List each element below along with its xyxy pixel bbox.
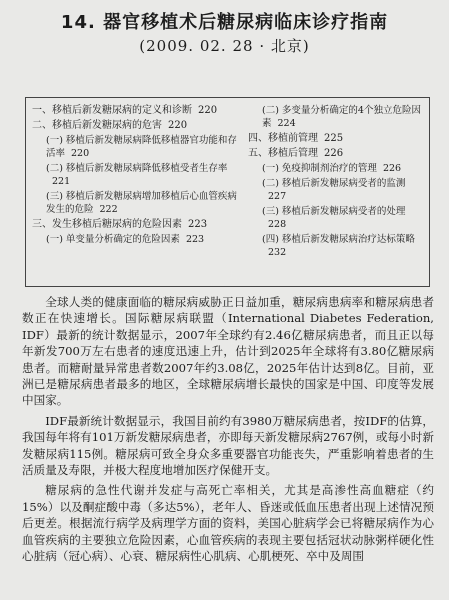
toc-page-number: 226 <box>382 163 402 174</box>
toc-page-number: 220 <box>198 105 218 116</box>
body-text <box>22 294 434 569</box>
toc-page-number: 220 <box>71 148 90 159</box>
toc-item[interactable]: (一) 移植后新发糖尿病降低移植器官功能和存活率 220 <box>46 135 237 159</box>
toc-page-number: 232 <box>268 247 287 258</box>
toc-item[interactable]: (四) 移植后新发糖尿病治疗达标策略232 <box>262 234 415 258</box>
toc-page-number: 222 <box>99 204 118 215</box>
toc-item[interactable]: 一、移植后新发糖尿病的定义和诊断 220 <box>32 105 218 116</box>
toc-item[interactable]: 四、移植前管理 225 <box>248 133 344 144</box>
toc-item[interactable]: (一) 单变量分析确定的危险因素 223 <box>46 234 205 245</box>
toc-page-number: 225 <box>324 133 344 144</box>
toc-page-number: 221 <box>52 176 71 187</box>
toc-item[interactable]: (二) 移植后新发糖尿病受者的监测227 <box>262 178 406 202</box>
page-subtitle: (2009. 02. 28 · 北京) <box>139 37 310 55</box>
toc-item[interactable]: (一) 免疫抑制剂治疗的管理 226 <box>262 163 402 174</box>
toc-left-column <box>32 104 244 248</box>
toc-page-number: 227 <box>268 191 287 202</box>
toc-item[interactable]: (二) 多变量分析确定的4个独立危险因素 224 <box>262 105 421 129</box>
paragraph: 糖尿病的急性代谢并发症与高死亡率相关，尤其是高渗性高血糖症（约15%）以及酮症酸中毒（多达5%），老年人、昏迷或低血压患者出现上述情况预后更差。根据流行病学及病理学方面的资料，美国心脏病学会已将糖尿病作为心血管疾病的主要独立危险因素，心血管疾病的表现主要包括冠状动脉粥样硬化性心脏病（冠心病）、心衰、糖尿病性心肌病、心肌梗死、卒中及周围 <box>22 483 434 564</box>
toc-page-number: 220 <box>168 120 188 131</box>
toc-item[interactable]: 三、发生移植后糖尿病的危险因素 223 <box>32 219 208 230</box>
toc-right-column <box>248 104 426 261</box>
paragraph: 全球人类的健康面临的糖尿病威胁正日益加重，糖尿病患病率和糖尿病患者数正在快速增长。国际糖尿病联盟（International Diabetes Federation, IDF）最新的统计数据显示，2007年全球约有2.46亿糖尿病患者，而且正以每年新发700万左右患者的速度迅速上升，估计到2025年全球将有3.80亿糖尿病患者。而糖耐量异常患者数2007年约3.08亿，2025年估计达到8亿。目前，亚洲已是糖尿病患者最多的地区，全球糖尿病增长最快的国家是中国、印度等发展中国家。 <box>22 295 434 408</box>
toc-item[interactable]: (二) 移植后新发糖尿病降低移植受者生存率221 <box>46 163 228 187</box>
toc-page-number: 228 <box>268 219 287 230</box>
toc-item[interactable]: 二、移植后新发糖尿病的危害 220 <box>32 120 188 131</box>
toc-page-number: 226 <box>324 148 344 159</box>
toc-item[interactable]: 五、移植后管理 226 <box>248 148 344 159</box>
paragraph: IDF最新统计数据显示，我国目前约有3980万糖尿病患者，按IDF的估算，我国每年将有101万新发糖尿病患者，亦即每天新发糖尿病2767例，或每小时新发糖尿病115例。糖尿病可致全身众多重要器官功能丧失，严重影响着患者的生活质量及寿限，并极大程度地增加医疗保健开支。 <box>22 413 434 478</box>
toc-page-number: 223 <box>188 219 208 230</box>
page-title: 14. 器官移植术后糖尿病临床诊疗指南 <box>60 12 389 33</box>
toc-item[interactable]: (三) 移植后新发糖尿病增加移植后心血管疾病发生的危险 222 <box>46 191 237 215</box>
toc-page-number: 223 <box>185 234 205 245</box>
table-of-contents <box>25 97 430 287</box>
toc-item[interactable]: (三) 移植后新发糖尿病受者的处理228 <box>262 206 406 230</box>
toc-page-number: 224 <box>277 118 296 129</box>
